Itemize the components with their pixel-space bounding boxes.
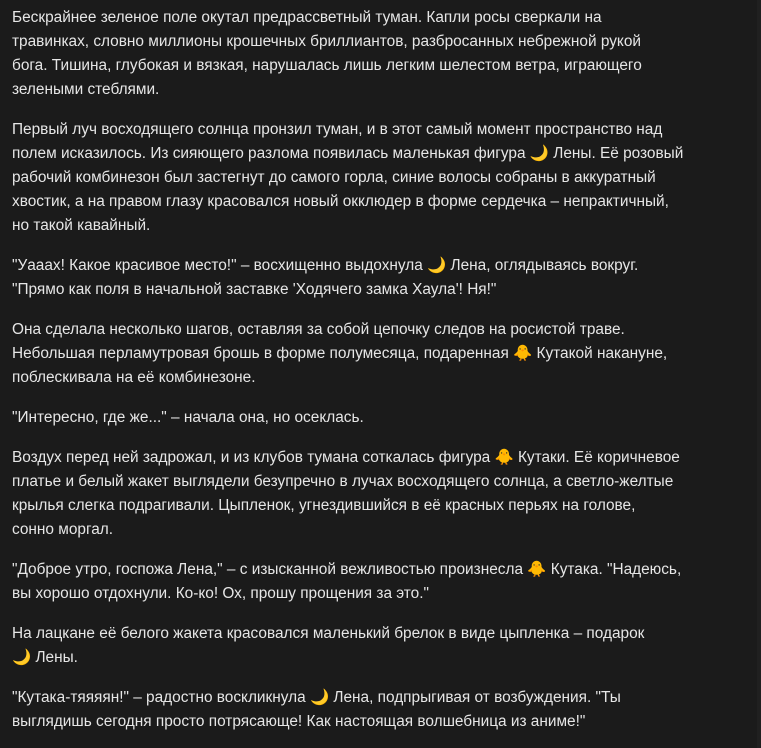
story-paragraph: Она сделала несколько шагов, оставляя за собой цепочку следов на росистой траве. Небольшая перламутровая брошь в форме полумесяца, подаренная 🐥 Кутакой накануне, поблескивала на её комбинезоне. [12,321,668,386]
story-paragraph: Воздух перед ней задрожал, и из клубов тумана соткалась фигура 🐥 Кутаки. Её коричневое платье и белый жакет выглядели безупречно в лучах восходящего солнца, а светло-желтые крылья слегка подрагивали. Цыпленок, угнездившийся в её красных перьях на голове, сонно моргал. [12,449,680,538]
scrollbar-track[interactable] [757,0,761,748]
story-paragraph: "Уааах! Какое красивое место!" – восхищенно выдохнула 🌙 Лена, оглядываясь вокруг. "Прямо как поля в начальной заставке 'Ходячего замка Хаула'! Ня!" [12,257,639,298]
story-paragraph: Первый луч восходящего солнца пронзил туман, и в этот самый момент пространство над полем исказилось. Из сияющего разлома появилась маленькая фигура 🌙 Лены. Её розовый рабочий комбинезон был застегнут до самого горла, синие волосы собраны в аккуратный хвостик, а на правом глазу красовался новый окклюдер в форме сердечка – непрактичный, но такой кавайный. [12,121,684,234]
story-paragraph: "Интересно, где же..." – начала она, но осеклась. [12,409,364,426]
story-paragraph: На лацкане её белого жакета красовался маленький брелок в виде цыпленка – подарок 🌙 Лены. [12,625,645,666]
story-paragraph: "Доброе утро, госпожа Лена," – с изысканной вежливостью произнесла 🐥 Кутака. "Надеюсь, вы хорошо отдохнули. Ко-ко! Ох, прошу прощения за это." [12,561,682,602]
story-text [12,6,740,748]
story-paragraph: "Кутака-тяяяян!" – радостно воскликнула 🌙 Лена, подпрыгивая от возбуждения. "Ты выглядишь сегодня просто потрясающе! Как настоящая волшебница из аниме!" [12,689,621,730]
story-paragraph: Бескрайнее зеленое поле окутал предрассветный туман. Капли росы сверкали на травинках, словно миллионы крошечных бриллиантов, разбросанных небрежной рукой бога. Тишина, глубокая и вязкая, нарушалась лишь легким шелестом ветра, играющего зелеными стеблями. [12,9,642,98]
